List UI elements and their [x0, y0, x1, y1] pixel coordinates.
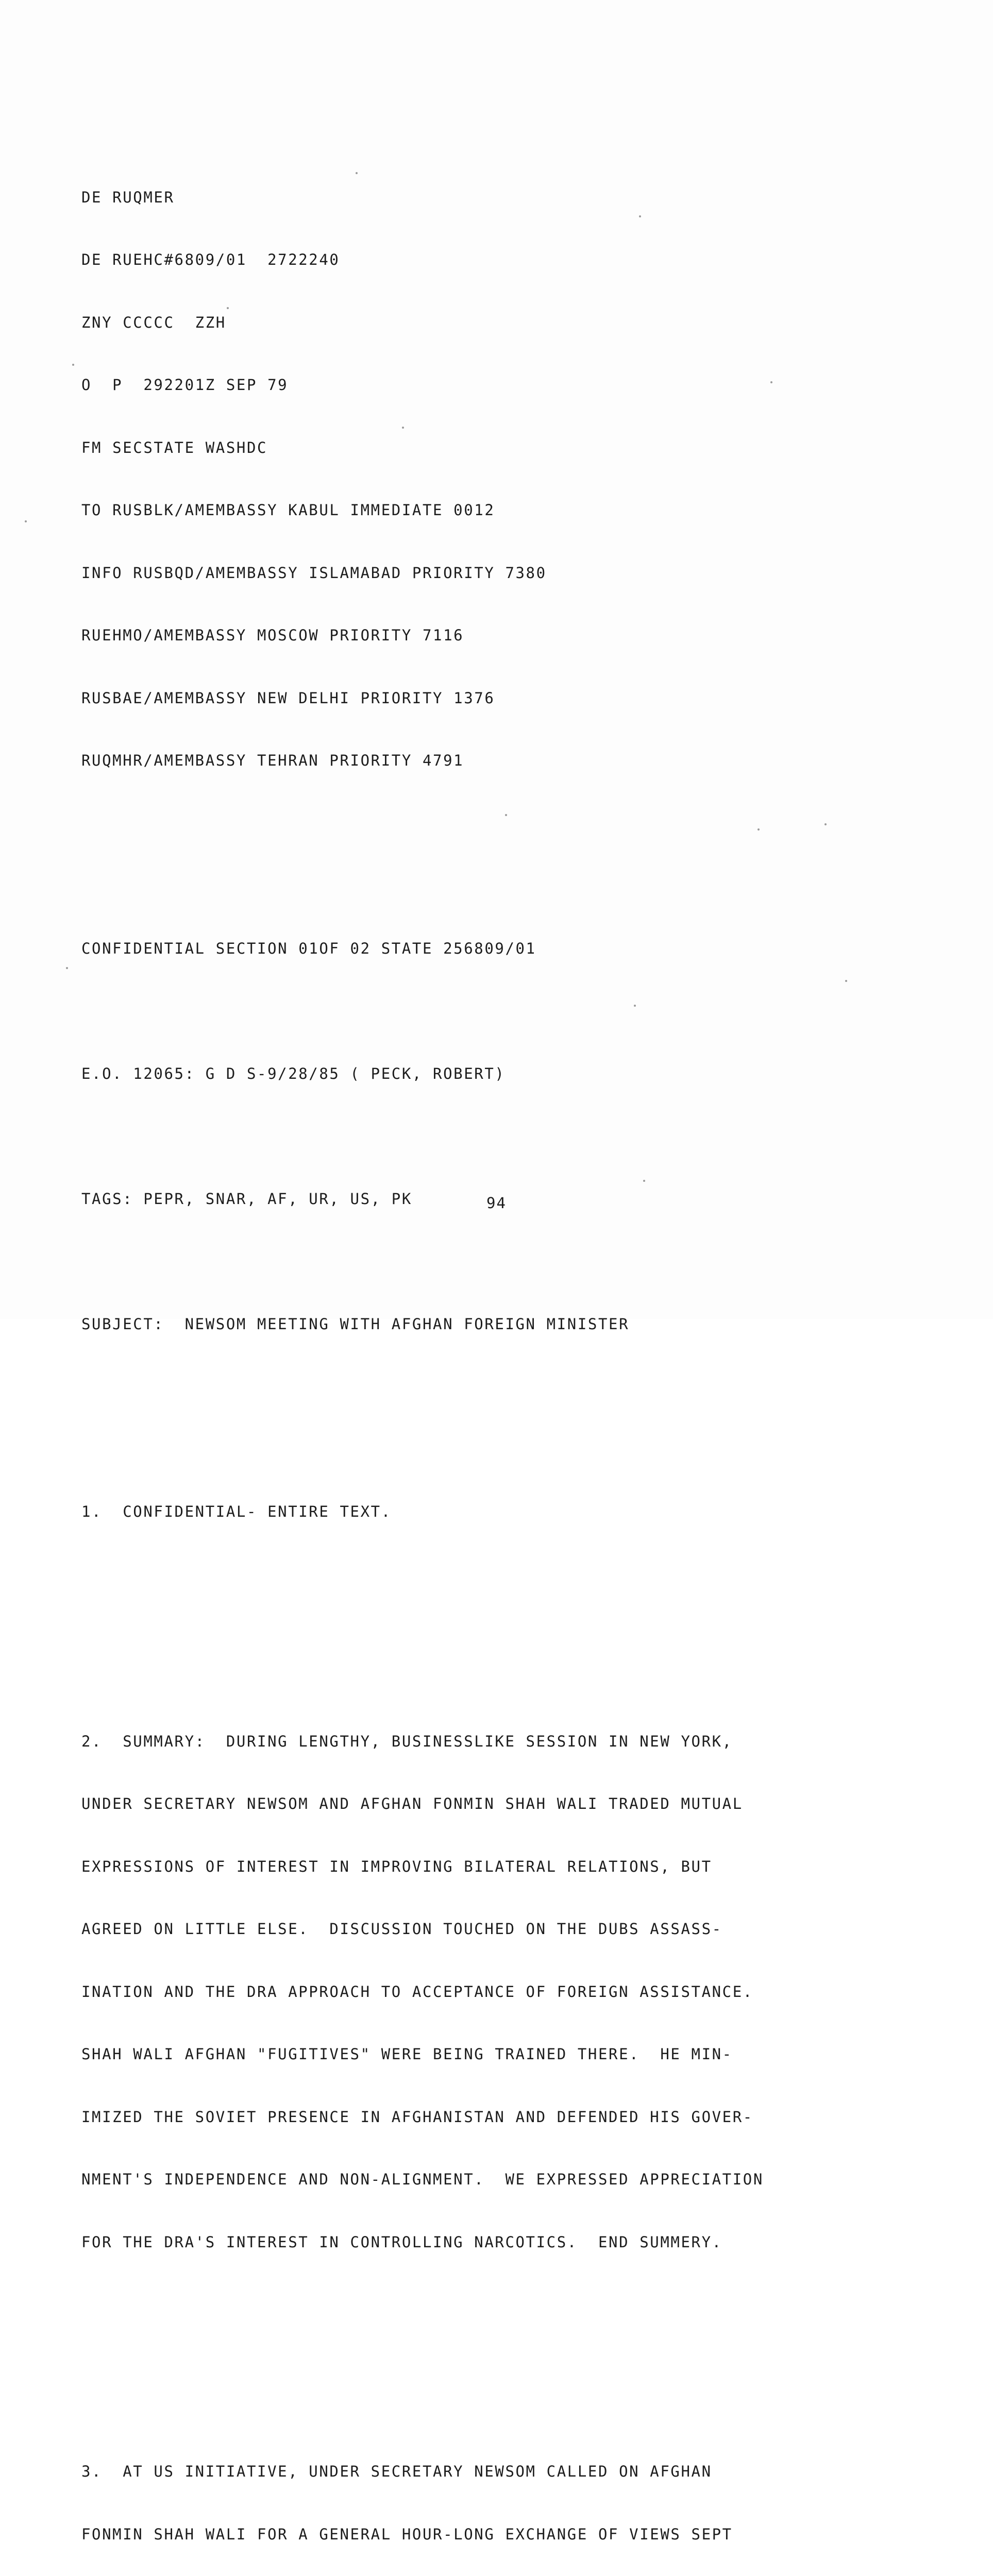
paragraph-line: NMENT'S INDEPENDENCE AND NON-ALIGNMENT. WE EXPRESSED APPRECIATION: [81, 2171, 764, 2188]
scan-speck: [824, 823, 827, 825]
scan-speck: [356, 172, 358, 174]
paragraph-1: [81, 1460, 957, 1564]
scan-speck: [639, 215, 641, 217]
scan-speck: [227, 307, 229, 309]
paragraph-line: 2. SUMMARY: DURING LENGTHY, BUSINESSLIKE SESSION IN NEW YORK,: [81, 1732, 733, 1750]
paragraph-line: IMIZED THE SOVIET PRESENCE IN AFGHANISTAN AND DEFENDED HIS GOVER-: [81, 2108, 753, 2126]
scan-speck: [634, 1005, 636, 1007]
routing-header: [81, 145, 957, 813]
paragraph-line: UNDER SECRETARY NEWSOM AND AFGHAN FONMIN SHAH WALI TRADED MUTUAL: [81, 1795, 743, 1812]
scan-speck: [845, 980, 847, 982]
scan-speck: [643, 1180, 645, 1182]
header-line: INFO RUSBQD/AMEMBASSY ISLAMABAD PRIORITY 7380: [81, 564, 547, 582]
scan-speck: [770, 381, 772, 383]
header-line: ZNY CCCCC ZZH: [81, 313, 226, 331]
header-line: O P 292201Z SEP 79: [81, 376, 289, 394]
paragraph-line: 3. AT US INITIATIVE, UNDER SECRETARY NEWSOM CALLED ON AFGHAN: [81, 2463, 712, 2480]
header-line: DE RUEHC#6809/01 2722240: [81, 251, 340, 268]
header-line: RUQMHR/AMEMBASSY TEHRAN PRIORITY 4791: [81, 752, 464, 769]
subject-line: SUBJECT: NEWSOM MEETING WITH AFGHAN FOREIGN MINISTER: [81, 1315, 630, 1333]
scan-speck: [402, 427, 404, 429]
scan-speck: [25, 520, 27, 522]
paragraph-line: EXPRESSIONS OF INTEREST IN IMPROVING BILATERAL RELATIONS, BUT: [81, 1857, 712, 1875]
classification-line: CONFIDENTIAL SECTION 01OF 02 STATE 256809/01: [81, 939, 536, 957]
header-line: DE RUQMER: [81, 188, 175, 206]
header-line: RUSBAE/AMEMBASSY NEW DELHI PRIORITY 1376: [81, 689, 495, 707]
paragraph-line: FONMIN SHAH WALI FOR A GENERAL HOUR-LONG EXCHANGE OF VIEWS SEPT: [81, 2525, 733, 2543]
paragraph-line: 1. CONFIDENTIAL- ENTIRE TEXT.: [81, 1503, 392, 1520]
paragraph-2: [81, 1689, 957, 2295]
header-line: RUEHMO/AMEMBASSY MOSCOW PRIORITY 7116: [81, 626, 464, 644]
tags-line: TAGS: PEPR, SNAR, AF, UR, US, PK: [81, 1190, 412, 1208]
cable-text: [81, 82, 957, 2576]
eo-line: E.O. 12065: G D S-9/28/85 ( PECK, ROBERT): [81, 1064, 506, 1082]
scan-speck: [758, 828, 760, 831]
header-line: FM SECSTATE WASHDC: [81, 438, 268, 456]
paragraph-line: FOR THE DRA'S INTEREST IN CONTROLLING NARCOTICS. END SUMMERY.: [81, 2233, 722, 2251]
paragraph-3: [81, 2419, 957, 2576]
paragraph-line: SHAH WALI AFGHAN "FUGITIVES" WERE BEING TRAINED THERE. HE MIN-: [81, 2045, 733, 2063]
paragraph-line: AGREED ON LITTLE ELSE. DISCUSSION TOUCHED ON THE DUBS ASSASS-: [81, 1920, 722, 1938]
paragraph-line: INATION AND THE DRA APPROACH TO ACCEPTANCE OF FOREIGN ASSISTANCE.: [81, 1982, 753, 2001]
page-number: 94: [486, 1194, 507, 1212]
scan-speck: [505, 814, 507, 816]
header-line: TO RUSBLK/AMEMBASSY KABUL IMMEDIATE 0012: [81, 501, 495, 519]
scan-speck: [72, 364, 74, 366]
scan-speck: [66, 967, 68, 969]
